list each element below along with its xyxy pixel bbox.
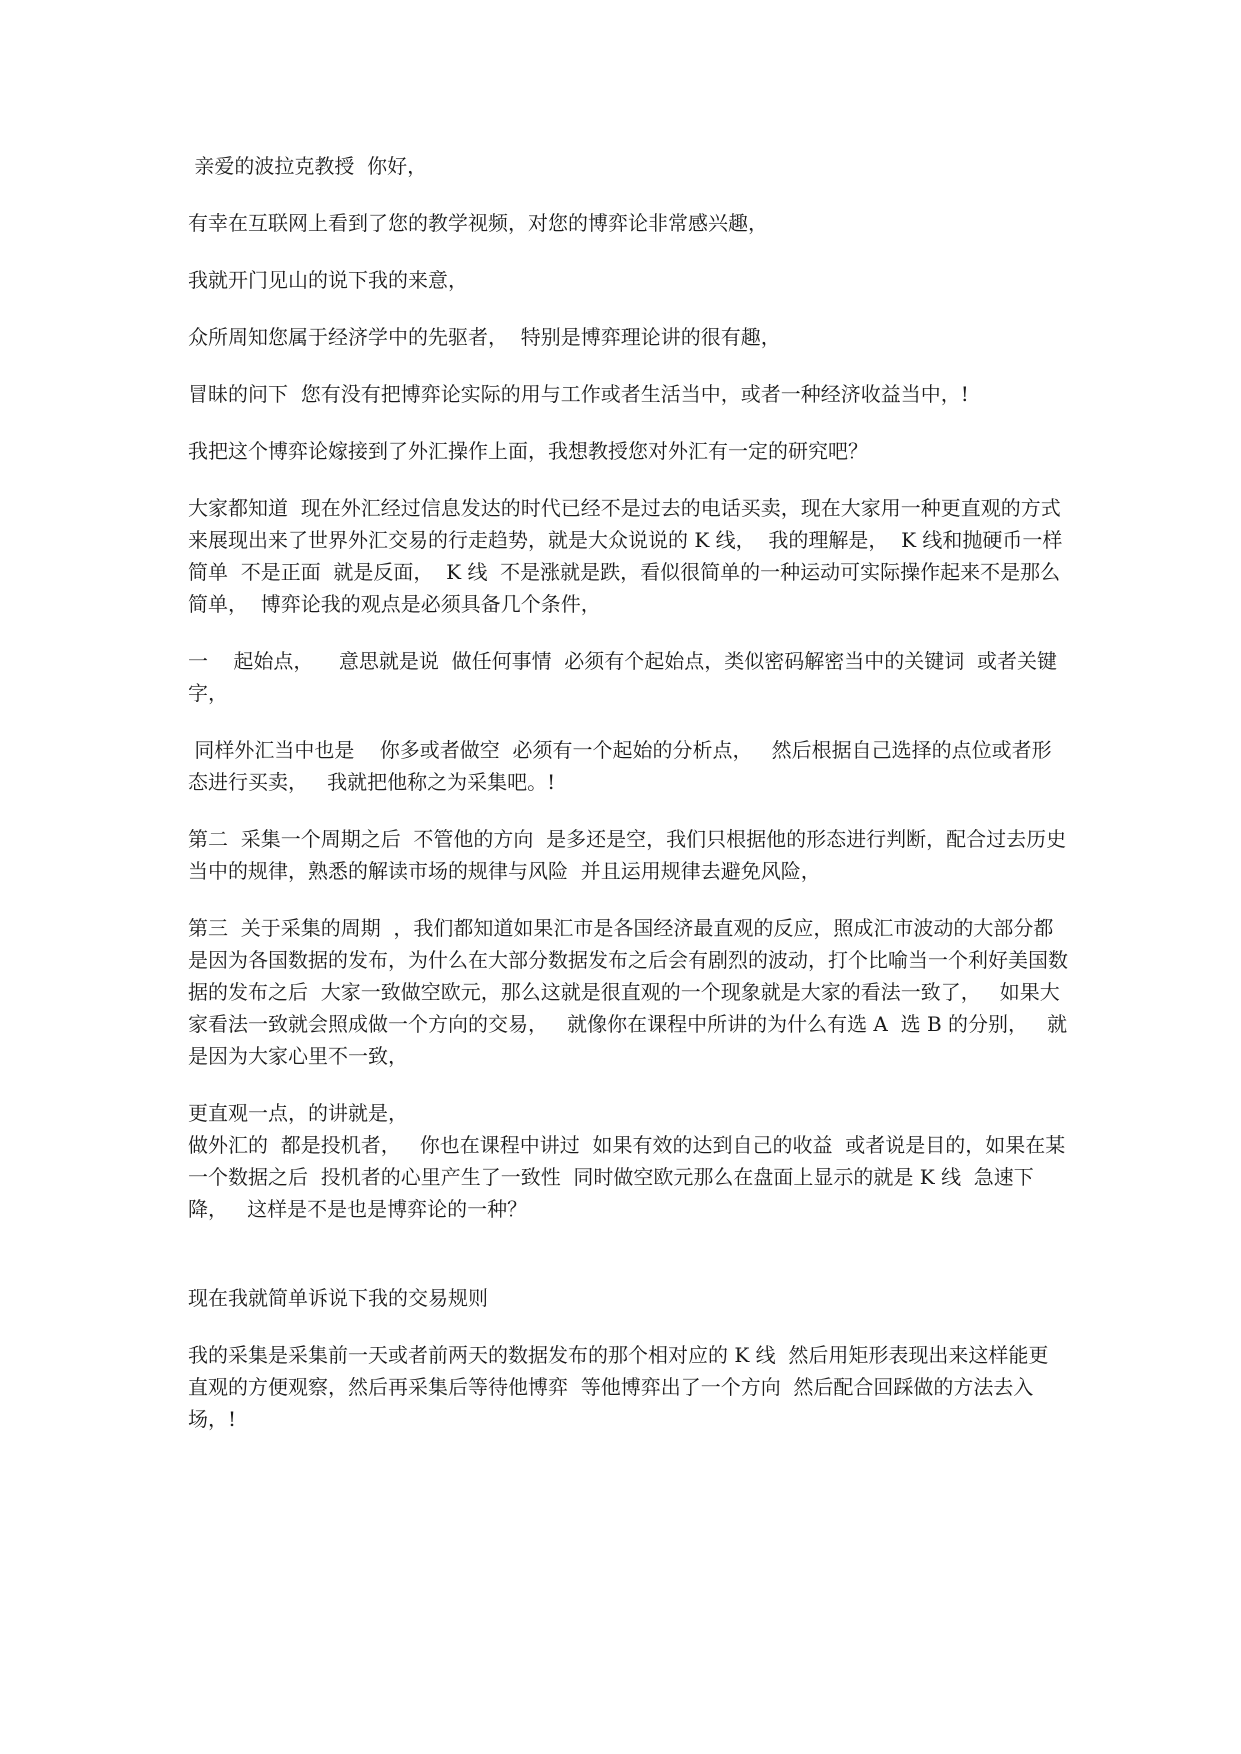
paragraph-more-direct: 更直观一点，的讲就是， [188,1101,408,1125]
paragraph-purpose: 我就开门见山的说下我的来意， [188,268,468,292]
paragraph-collection: 同样外汇当中也是 你多或者做空 必须有一个起始的分析点， 然后根据自己选择的点位或者形态进行买卖， 我就把他称之为采集吧。! [188,738,1052,794]
paragraph-condition-one: 一 起始点， 意思就是说 做任何事情 必须有个起始点，类似密码解密当中的关键词 或者关键字， [188,649,1058,705]
paragraph-k-line: 大家都知道 现在外汇经过信息发达的时代已经不是过去的电话买卖，现在大家用一种更直观的方式来展现出来了世界外汇交易的行走趋势，就是大众说说的 K 线， 我的理解是， K 线和抛硬币一样简单 不是正面 就是反面， K 线 不是涨就是跌，看似很简单的一种运动可实际操作起来不是那么简单， 博弈论我的观点是必须具备几个条件， [188,496,1063,616]
paragraph-speculators: 做外汇的 都是投机者， 你也在课程中讲过 如果有效的达到自己的收益 或者说是目的，如果在某一个数据之后 投机者的心里产生了一致性 同时做空欧元那么在盘面上显示的就是 K 线 急速下降， 这样是不是也是博弈论的一种？ [188,1133,1066,1221]
greeting: 亲爱的波拉克教授 你好， [188,154,428,178]
paragraph-pioneer: 众所周知您属于经济学中的先驱者， 特别是博弈理论讲的很有趣， [188,325,781,349]
paragraph-condition-two: 第二 采集一个周期之后 不管他的方向 是多还是空，我们只根据他的形态进行判断，配合过去历史当中的规律，熟悉的解读市场的规律与风险 并且运用规律去避免风险， [188,827,1067,883]
paragraph-condition-three: 第三 关于采集的周期 ，我们都知道如果汇市是各国经济最直观的反应，照成汇市波动的大部分都是因为各国数据的发布，为什么在大部分数据发布之后会有剧烈的波动，打个比喻当一个利好美国数据的发布之后 大家一致做空欧元，那么这就是很直观的一个现象就是大家的看法一致了， 如果大家看法一致就会照成做一个方向的交易， 就像你在课程中所讲的为什么有选 A 选 B 的分别， 就是因为大家心里不一致， [188,916,1068,1068]
letter-body [188,150,1068,1460]
paragraph-forex: 我把这个博弈论嫁接到了外汇操作上面，我想教授您对外汇有一定的研究吧？ [188,439,868,463]
paragraph-rules: 我的采集是采集前一天或者前两天的数据发布的那个相对应的 K 线 然后用矩形表现出来这样能更直观的方便观察，然后再采集后等待他博弈 等他博弈出了一个方向 然后配合回踩做的方法去入场，! [188,1343,1049,1431]
paragraph-rules-heading: 现在我就简单诉说下我的交易规则 [188,1286,488,1310]
paragraph-question: 冒昧的问下 您有没有把博弈论实际的用与工作或者生活当中，或者一种经济收益当中，! [188,382,969,406]
paragraph-intro: 有幸在互联网上看到了您的教学视频，对您的博弈论非常感兴趣， [188,211,768,235]
